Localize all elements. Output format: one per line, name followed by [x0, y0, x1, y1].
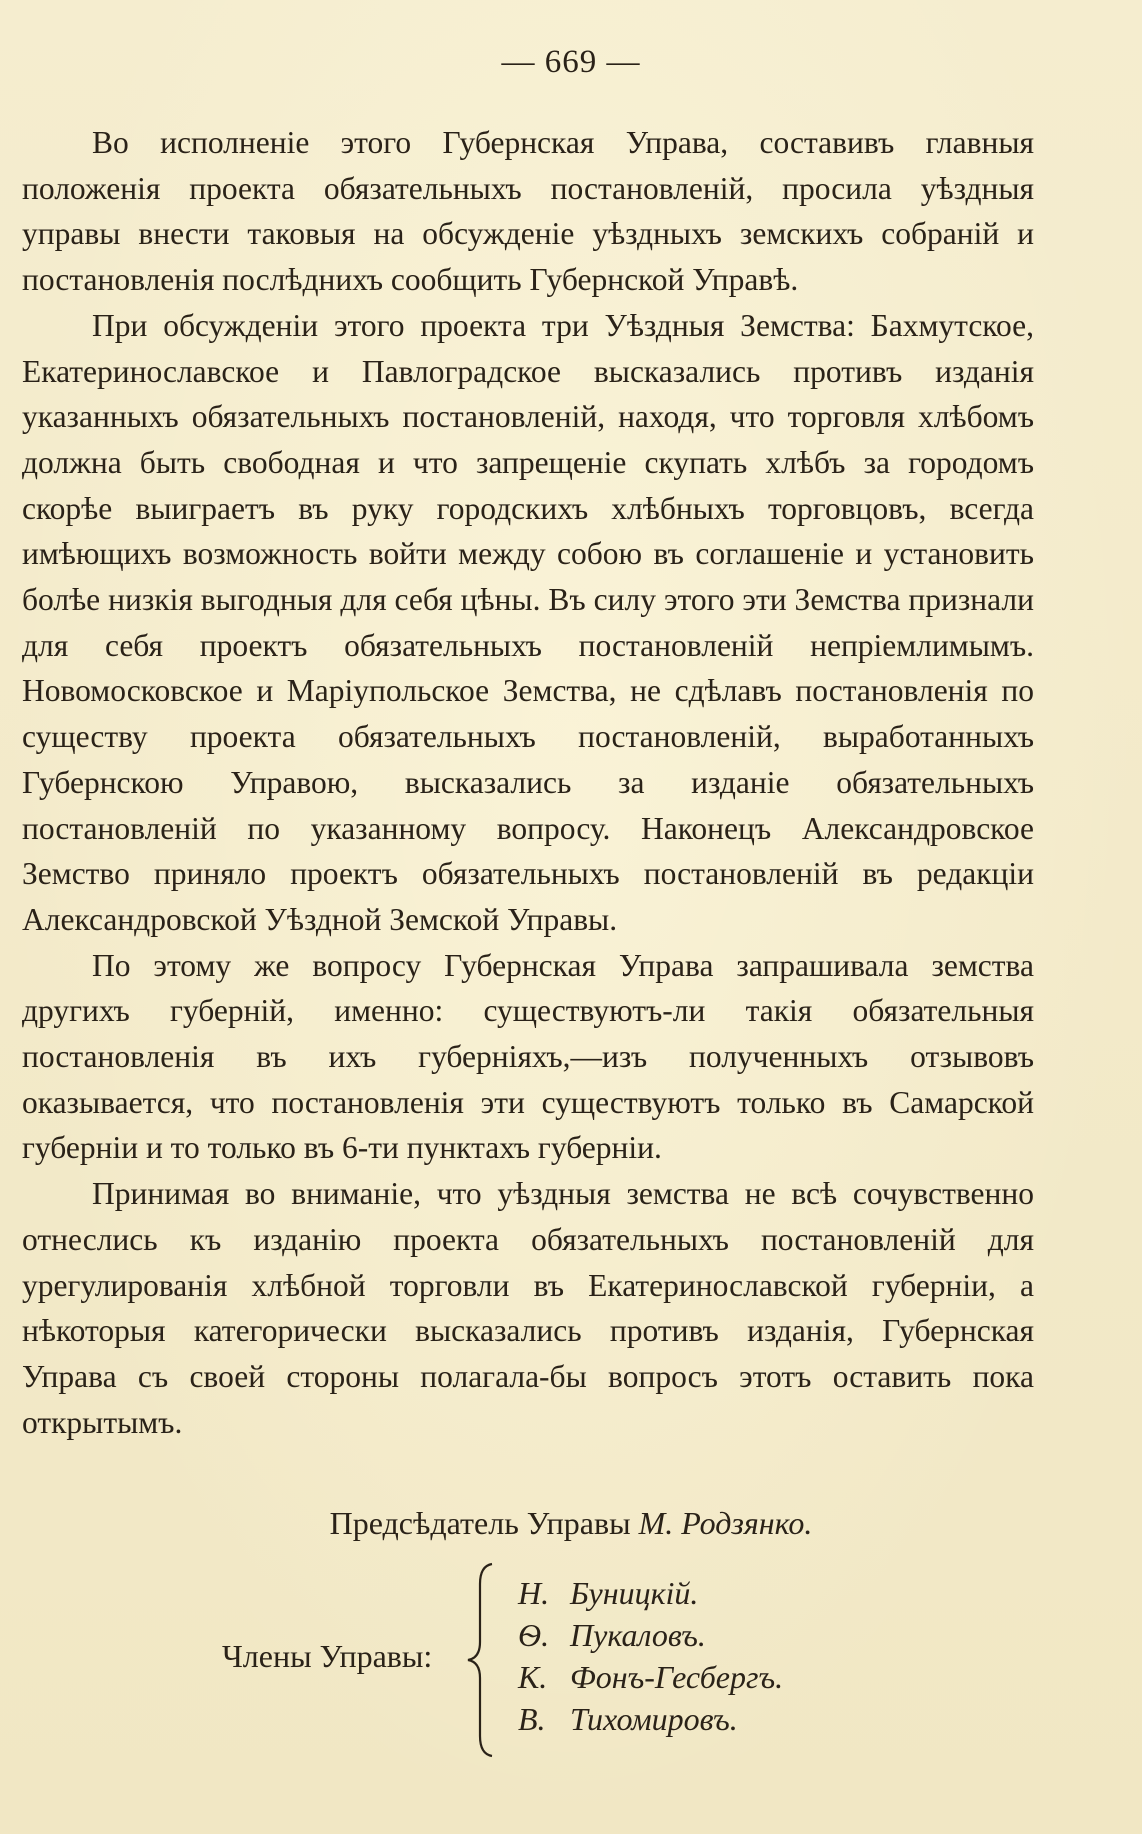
page-number: — 669 — — [501, 44, 641, 80]
member-initial: К. — [518, 1659, 548, 1695]
brace-icon — [462, 1560, 502, 1760]
body-text — [22, 120, 1034, 1445]
board-members — [0, 1560, 1142, 1760]
member-initial: Ѳ. — [518, 1617, 550, 1653]
member-surname: Буницкій. — [570, 1575, 699, 1611]
members-label: Члены Управы: — [222, 1638, 433, 1674]
member-item — [518, 1656, 783, 1698]
paragraph-3: По этому же вопросу Губернская Управа запрашивала земства другихъ губерній, именно: существуютъ-ли такія обязательныя постановленія въ ихъ губерніяхъ,—изъ полученныхъ отзывовъ оказывается, что постановленія эти существуютъ только въ Самарской губерніи и то только въ 6-ти пунктахъ губерніи. — [22, 947, 1034, 1166]
paragraph-2: При обсужденіи этого проекта три Уѣздныя Земства: Бахмутское, Екатеринославское и Павлоградское высказались противъ изданія указанныхъ обязательныхъ постановленій, находя, что торговля хлѣбомъ должна быть свободная и что запрещеніе скупать хлѣбъ за городомъ скорѣе выиграетъ въ руку городскихъ хлѣбныхъ торговцовъ, всегда имѣющихъ возможность войти между собою въ соглашеніе и установить болѣе низкія выгодныя для себя цѣны. Въ силу этого эти Земства признали для себя проектъ обязательныхъ постановленій непріемлимымъ. Новомосковское и Маріупольское Земства, не сдѣлавъ постановленія по существу проекта обязательныхъ постановленій, выработанныхъ Губернскою Управою, высказались за изданіе обязательныхъ постановленій по указанному вопросу. Наконецъ Александровское Земство приняло проектъ обязательныхъ постановленій въ редакціи Александровской Уѣздной Земской Управы. — [22, 307, 1034, 937]
member-item — [518, 1614, 783, 1656]
member-surname: Фонъ-Гесбергъ. — [570, 1659, 784, 1695]
paragraph-1: Во исполненіе этого Губернская Управа, составивъ главныя положенія проекта обязательныхъ постановленій, просила уѣздныя управы внести таковыя на обсужденіе уѣздныхъ земскихъ собраній и постановленія послѣднихъ сообщить Губернской Управѣ. — [22, 125, 1034, 298]
chairman-signature — [0, 1505, 1142, 1542]
member-surname: Пукаловъ. — [570, 1617, 706, 1653]
member-item — [518, 1698, 783, 1740]
paragraph-4: Принимая во вниманіе, что уѣздныя земства не всѣ сочувственно отнеслись къ изданію проекта обязательныхъ постановленій для урегулированія хлѣбной торговли въ Екатеринославской губерніи, а нѣкоторыя категорически высказались противъ изданія, Губернская Управа съ своей стороны полагала-бы вопросъ этотъ оставить пока открытымъ. — [22, 1176, 1034, 1440]
member-surname: Тихомировъ. — [570, 1701, 738, 1737]
chairman-name: М. Родзянко. — [638, 1505, 813, 1541]
member-list — [518, 1572, 783, 1740]
member-initial: Н. — [518, 1575, 550, 1611]
chairman-title: Предсѣдатель Управы — [329, 1505, 631, 1541]
member-item — [518, 1572, 783, 1614]
member-initial: В. — [518, 1701, 546, 1737]
